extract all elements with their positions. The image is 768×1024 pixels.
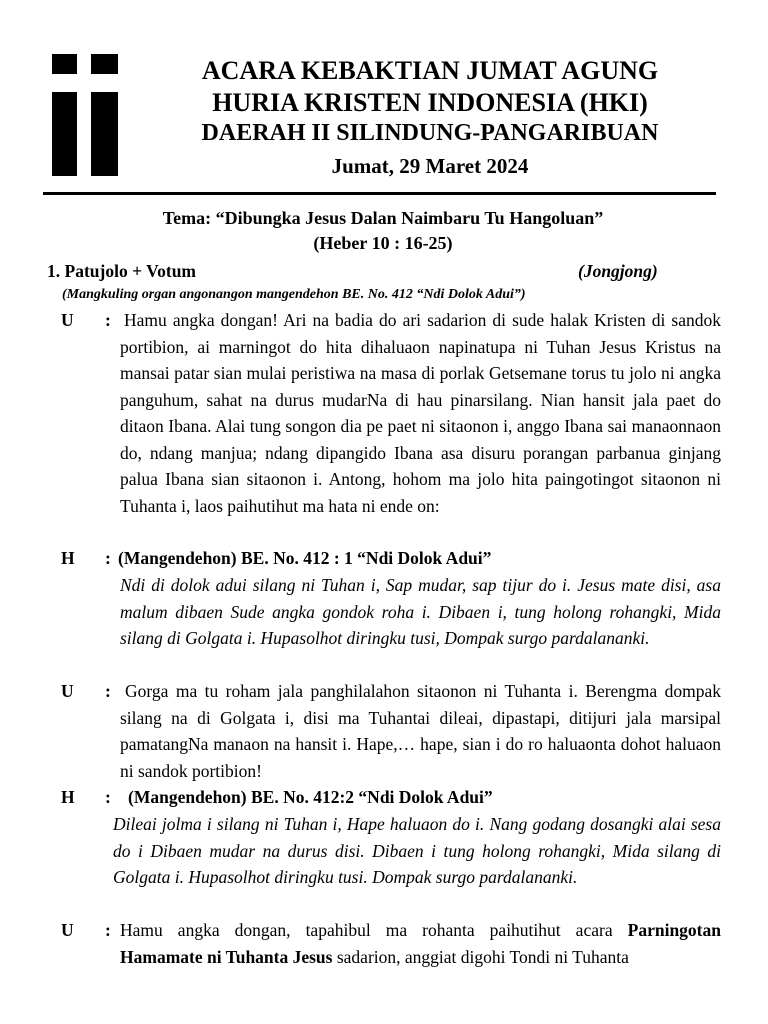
hymn-heading: (Mangendehon) BE. No. 412:2 “Ndi Dolok Adui” xyxy=(128,787,493,807)
header-divider xyxy=(43,192,716,195)
speaker-label: U xyxy=(61,681,74,701)
paragraph-emphasis: Parningotan Hamamate ni Tuhanta Jesus xyxy=(120,920,721,967)
church-logo xyxy=(52,54,118,176)
title-line-2: HURIA KRISTEN INDONESIA (HKI) xyxy=(212,88,648,117)
theme-reference: (Heber 10 : 16-25) xyxy=(313,233,453,253)
hymn-verse: Ndi di dolok adui silang ni Tuhan i, Sap mudar, sap tijur do i. Jesus mate disi, asa malum dibaen Sude angka gondok roha i. Dibaen i, tung holong rohangki, Mida silang di Golgata i. Hupasolhot diringku tusi, Dompak surgo pardalananki. xyxy=(120,575,721,648)
title-line-3: DAERAH II SILINDUNG-PANGARIBUAN xyxy=(201,120,659,146)
title-line-1: ACARA KEBAKTIAN JUMAT AGUNG xyxy=(201,56,659,85)
speaker-label: H xyxy=(61,787,75,807)
theme-line: Tema: “Dibungka Jesus Dalan Naimbaru Tu Hangoluan” xyxy=(162,208,604,228)
liturgy-paragraph: Hamu angka dongan! Ari na badia do ari sadarion di sude halak Kristen di sandok portibion, ai marningot do hita dihaluaon napinatupa ni Tuhan Jesus Kristus na mansai patar sian mulai peristiwa na masa di porlak Getsemane torus tu jolo ni angka panguhum, sahat na durus mudarNa di hau pinarsilang. Nian hansit jala paet do ditaon Ibana. Alai tung songon dia pe paet ni sitaonon i, anggo Ibana sai manaonnaon do, ndang manjua; ndang dipangido Ibana asa disuru porangan parbanua ginjang palua Ibana sian sitaonon i. Antong, hohom ma jolo hita paingotingot sitaonon ni Tuhanta i, laos paihutihut ma hata ni ende on: xyxy=(120,310,721,516)
speaker-label: U xyxy=(61,920,74,940)
speaker-colon: : xyxy=(105,920,111,940)
speaker-label: U xyxy=(61,310,74,330)
hymn-heading: (Mangendehon) BE. No. 412 : 1 “Ndi Dolok Adui” xyxy=(118,548,492,568)
section-title: 1. Patujolo + Votum xyxy=(47,261,197,281)
speaker-colon: : xyxy=(105,681,111,701)
liturgy-paragraph: Gorga ma tu roham jala panghilalahon sitaonon ni Tuhanta i. Berengma dompak silang na di Golgata i, disi ma Tuhantai dileai, dipastapi, ditijuri jala marsipal pamatangNa manaon na hansit i. Hape,… hape, sian i do ro haluaonta dohot haluaon ni sandok portibion! xyxy=(120,681,721,781)
speaker-colon: : xyxy=(105,310,111,330)
service-date: Jumat, 29 Maret 2024 xyxy=(331,154,529,178)
liturgy-paragraph xyxy=(120,917,721,970)
speaker-colon: : xyxy=(105,787,111,807)
paragraph-text: Hamu angka dongan, tapahibul ma rohanta paihutihut acara xyxy=(120,920,628,940)
paragraph-text: sadarion, anggiat digohi Tondi ni Tuhanta xyxy=(332,946,629,967)
section-note: (Mangkuling organ angonangon mangendehon BE. No. 412 “Ndi Dolok Adui”) xyxy=(62,287,526,302)
speaker-label: H xyxy=(61,548,75,568)
section-posture: (Jongjong) xyxy=(578,261,658,281)
hymn-verse: Dileai jolma i silang ni Tuhan i, Hape haluaon do i. Nang godang dosangki alai sesa do i Dibaen mudar na durus disi. Dibaen i tung holong rohangki, Mida silang di Golgata i. Hupasolhot diringku tusi. Dompak surgo pardalananki. xyxy=(113,814,721,887)
speaker-colon: : xyxy=(105,548,111,568)
